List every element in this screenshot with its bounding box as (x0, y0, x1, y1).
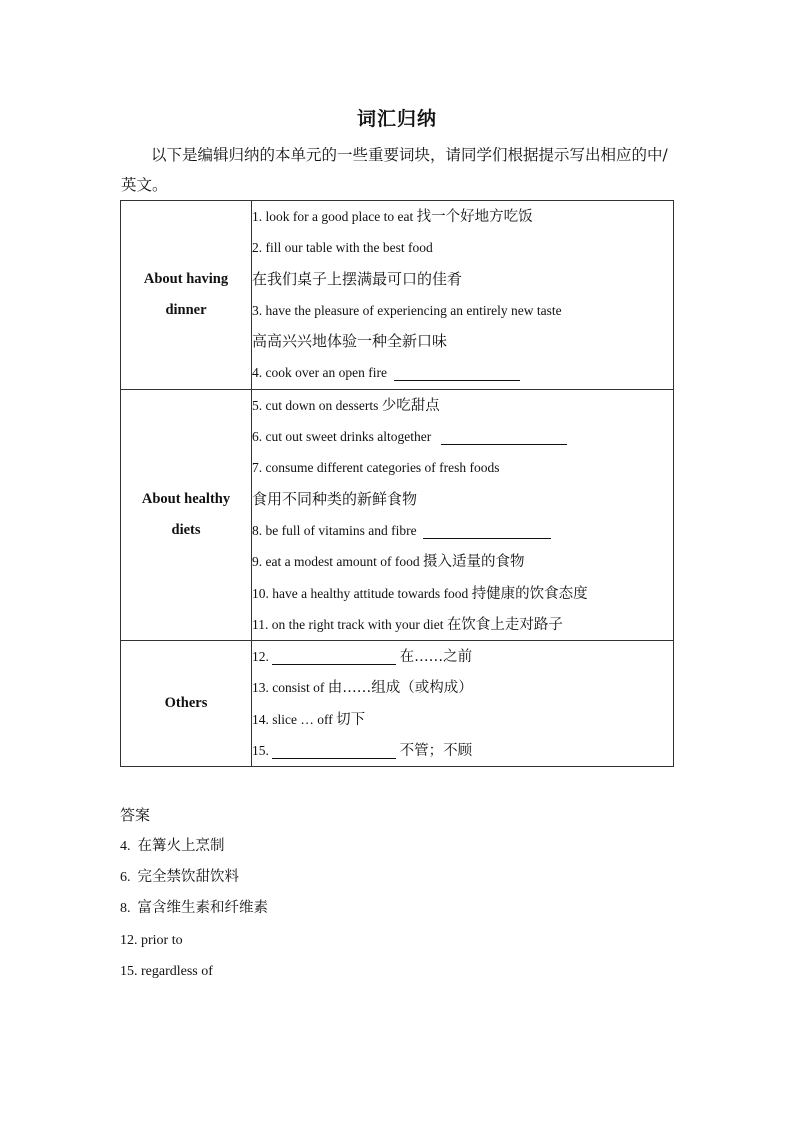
category-label: dinner (165, 301, 207, 318)
category-label: diets (171, 521, 201, 538)
list-item: 9. eat a modest amount of food 摄入适量的食物 (252, 554, 525, 571)
list-item: 11. on the right track with your diet 在饮食上走对路子 (252, 616, 563, 633)
table-row (121, 389, 674, 640)
list-item: 14. slice … off 切下 (252, 711, 366, 728)
category-cell (121, 201, 252, 390)
answer-blank[interactable] (441, 426, 567, 445)
list-item: 6. cut out sweet drinks altogether (252, 421, 673, 452)
answer-line: 15. regardless of (120, 963, 213, 979)
list-item-translation: 在我们桌子上摆满最可口的佳肴 (252, 269, 463, 288)
list-item: 8. be full of vitamins and fibre (252, 515, 673, 546)
answer-line: 4. 在篝火上烹制 (120, 838, 225, 854)
list-item: 15. 不管；不顾 (252, 735, 673, 766)
items-cell (252, 389, 674, 640)
list-item: 7. consume different categories of fresh foods (252, 460, 500, 476)
answer-blank[interactable] (394, 362, 520, 381)
answers-heading: 答案 (120, 806, 151, 824)
category-label: About having (143, 270, 229, 287)
answer-line: 8. 富含维生素和纤维素 (120, 900, 268, 917)
list-item-translation: 食用不同种类的新鲜食物 (252, 489, 418, 508)
vocabulary-table (120, 200, 674, 767)
list-item: 2. fill our table with the best food (252, 240, 433, 256)
category-label: About healthy (141, 490, 231, 507)
list-item: 12. 在……之前 (252, 641, 673, 672)
page-title: 词汇归纳 (356, 108, 437, 130)
intro-text: 以下是编辑归纳的本单元的一些重要词块，请同学们根据提示写出相应的中/英文。 (121, 146, 668, 194)
category-label: Others (164, 695, 208, 712)
items-cell (252, 201, 674, 390)
table-row (121, 201, 674, 390)
table-row (121, 641, 674, 767)
list-item-translation: 高高兴兴地体验一种全新口味 (252, 332, 448, 351)
list-item: 5. cut down on desserts 少吃甜点 (252, 397, 440, 414)
list-item: 10. have a healthy attitude towards food 持健康的饮食态度 (252, 585, 588, 602)
category-cell (121, 389, 252, 640)
answer-blank[interactable] (423, 520, 551, 539)
answers-section (120, 800, 680, 987)
list-item: 4. cook over an open fire (252, 357, 673, 388)
list-item: 1. look for a good place to eat 找一个好地方吃饭 (252, 209, 533, 225)
answer-line: 12. prior to (120, 932, 183, 948)
answer-blank[interactable] (272, 646, 396, 665)
category-cell (121, 641, 252, 767)
list-item: 3. have the pleasure of experiencing an entirely new taste (252, 302, 562, 318)
answer-blank[interactable] (272, 740, 396, 759)
answer-line: 6. 完全禁饮甜饮料 (120, 869, 239, 886)
items-cell (252, 641, 674, 767)
list-item: 13. consist of 由……组成（或构成） (252, 680, 473, 697)
